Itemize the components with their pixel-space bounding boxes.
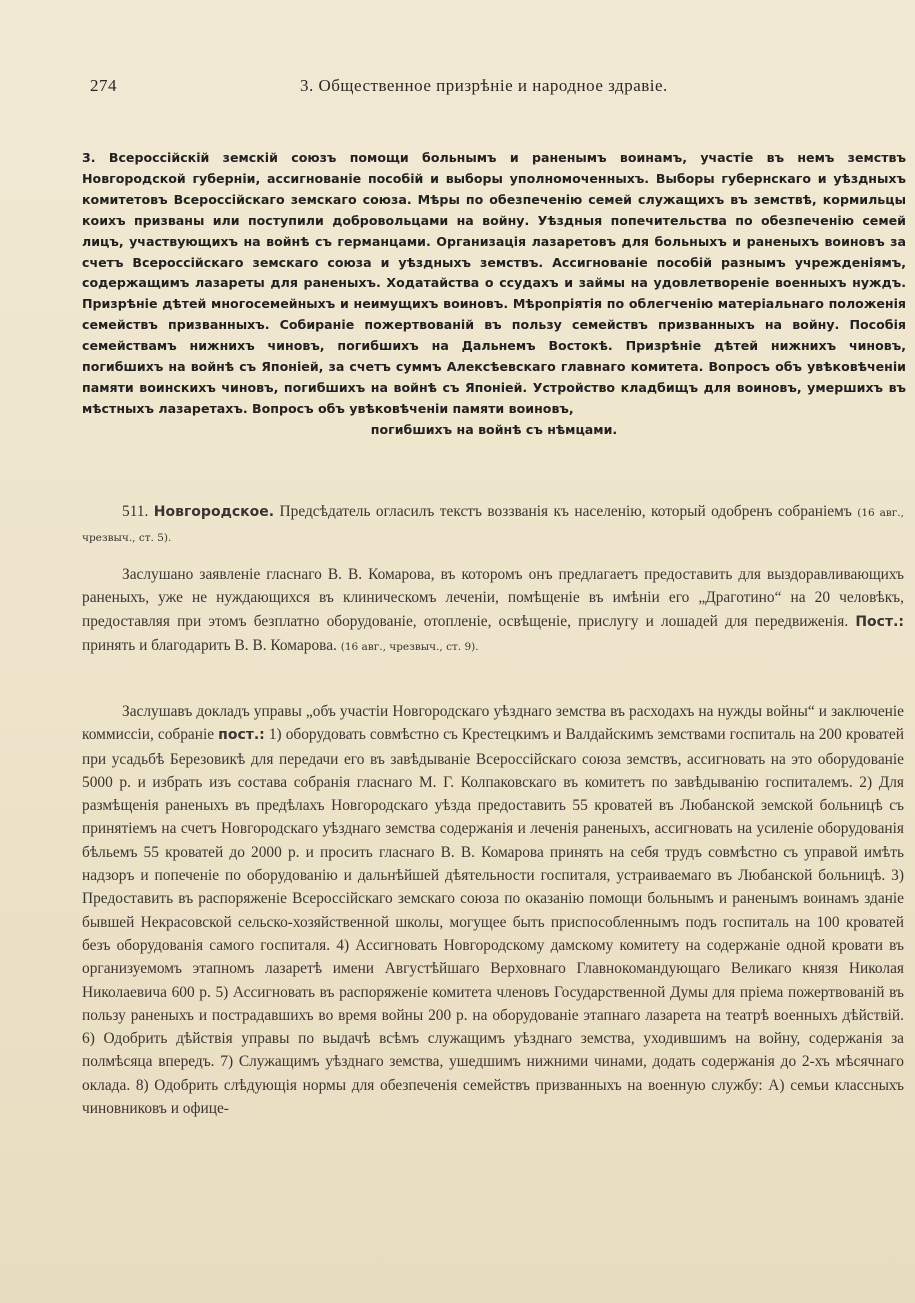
paragraph-intro: Заслушавъ докладъ управы „объ участіи Новгородскаго уѣзднаго земства въ расходахъ на нужды войны“ и заключеніе коммиссіи, собраніе: [82, 703, 904, 744]
paragraph-511: [82, 500, 904, 551]
session-reference: (16 авг., чрезвыч., ст. 5).: [82, 507, 904, 545]
running-head: 3. Общественное призрѣніе и народное здравіе.: [300, 76, 668, 95]
paragraph-text: Предсѣдатель огласилъ текстъ воззванія къ населенію, который одобренъ собраніемъ: [279, 503, 852, 520]
paragraph-komarov: [82, 563, 904, 659]
place-name: Новгородское.: [153, 504, 275, 520]
resolution-label: Пост.:: [855, 613, 904, 630]
summary-last-line: погибшихъ на войнѣ съ нѣмцами.: [370, 421, 618, 437]
session-reference: (16 авг., чрезвыч., ст. 9).: [340, 640, 479, 653]
summary-text: 3. Всероссійскій земскій союзъ помощи больнымъ и раненымъ воинамъ, участіе въ немъ земствъ Новгородской губерніи, ассигнованіе пособій и выборы уполномоченныхъ. Выборы губернскаго и уѣздныхъ комитетовъ Всероссійскаго земскаго союза. Мѣры по обезпеченію семей служащихъ въ земствѣ, кормильцы коихъ призваны или поступили добровольцами на войну. Уѣздныя попечительства по обезпеченію семей лицъ, участвующихъ на войнѣ съ германцами. Организація лазаретовъ для больныхъ и раненыхъ воиновъ за счетъ Всероссійскаго земскаго союза и уѣздныхъ земствъ. Ассигнованіе пособій разнымъ учрежденіямъ, содержащимъ лазареты для раненыхъ. Ходатайства о ссудахъ и займы на удовлетвореніе военныхъ нуждъ. Призрѣніе дѣтей многосемейныхъ и неимущихъ воиновъ. Мѣропріятія по облегченію матеріальнаго положенія семействъ призванныхъ. Собираніе пожертвованій въ пользу семействъ призванныхъ на войну. Пособія семействамъ нижнихъ чиновъ, погибшихъ на Дальнемъ Востокѣ. Призрѣніе дѣтей нижнихъ чиновъ, погибшихъ на войнѣ съ Японіей, за счетъ суммъ Алексѣевскаго главнаго комитета. Вопросъ объ увѣковѣченіи памяти воинскихъ чиновъ, погибшихъ на войнѣ съ Японіей. Устройство кладбищъ для воиновъ, умершихъ въ мѣстныхъ лазаретахъ. Вопросъ объ увѣковѣченіи памяти воиновъ,: [82, 150, 906, 416]
page-number: 274: [90, 76, 117, 95]
paragraph-war-expenses: [82, 700, 904, 1120]
resolution-label: пост.:: [218, 727, 265, 744]
resolution-text: принять и благодарить В. В. Комарова.: [82, 636, 337, 654]
paragraph-text: Заслушано заявленіе гласнаго В. В. Комарова, въ которомъ онъ предлагаетъ предоставить для выздоравливающихъ раненыхъ, уже не нуждающихся въ клиническомъ леченіи, помѣщеніе въ имѣніи его „Драготино“ на 20 человѣкъ, предоставляя при этомъ безплатно оборудованіе, отопленіе, освѣщеніе, прислугу и лошадей для передвиженія.: [82, 566, 904, 630]
section-summary: [82, 148, 906, 441]
paragraph-number: 511.: [122, 503, 149, 520]
resolution-text: 1) оборудовать совмѣстно съ Крестецкимъ и Валдайскимъ земствами госпиталь на 200 кроватей при усадьбѣ Березовикѣ для передачи его въ завѣдываніе Всероссійскаго союза земствъ, ассигновать на это оборудованіе 5000 р. и избрать изъ состава собранія гласнаго М. Г. Колпаковскаго въ комитетъ по завѣдыванію госпиталемъ. 2) Для размѣщенія раненыхъ въ предѣлахъ Новгородскаго уѣзда предоставить 55 кроватей въ Любанской земской больницѣ съ принятіемъ на счетъ Новгородскаго уѣзднаго земства содержанія и леченія раненыхъ, ассигновать на усиленіе оборудованія бѣльемъ 55 кроватей до 2000 р. и просить гласнаго В. В. Комарова принять на себя трудъ совмѣстно съ управой имѣть надзоръ и попеченіе по оборудованію и дальнѣйшей дѣятельности госпиталя, устраиваемаго въ Любанской больницѣ. 3) Предоставить въ распоряженіе Всероссійскаго земскаго союза по оказанію помощи больнымъ и раненымъ воинамъ зданіе бывшей Некрасовской сельско-хозяйственной школы, могущее быть приспособленнымъ подъ госпиталь на 100 кроватей безъ оборудованія самого госпиталя. 4) Ассигновать Новгородскому дамскому комитету на содержаніе одной кровати въ организуемомъ этапномъ лазаретѣ имени Августѣйшаго Верховнаго Главнокомандующаго Великаго князя Николая Николаевича 600 р. 5) Ассигновать въ распоряженіе комитета членовъ Государственной Думы для пріема пожертвованій въ пользу раненыхъ и пострадавшихъ во время войны 200 р. на оборудованіе этапнаго лазарета на театрѣ военныхъ дѣйствій. 6) Одобрить дѣйствія управы по выдачѣ всѣмъ служащимъ уѣзднаго земства, уходившимъ на войну, содержанія за полмѣсяца впередъ. 7) Служащимъ уѣзднаго земства, ушедшимъ нижними чинами, додать содержанія до 2-хъ мѣсячнаго оклада. 8) Одобрить слѣдующія нормы для обезпеченія семействъ призванныхъ на военную службу: А) семьи классныхъ чиновниковъ и офице-: [82, 726, 904, 1118]
